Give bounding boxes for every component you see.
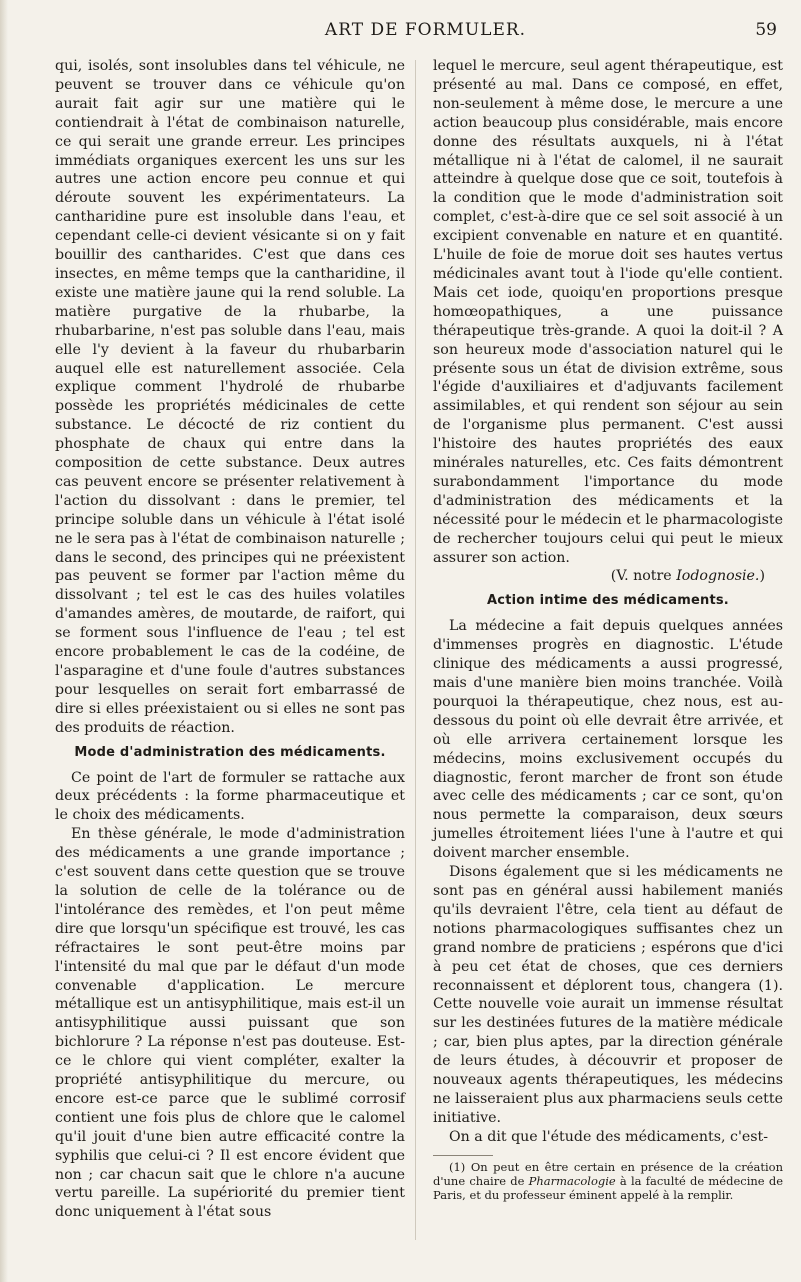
reference-suffix: ) — [759, 568, 765, 585]
page-header — [58, 20, 793, 48]
paragraph: Ce point de l'art de formuler se rattache aux deux précédents : la forme pharmaceutique et le choix des médicaments. — [55, 769, 405, 824]
reference-note — [433, 567, 765, 586]
section-heading-action-intime: Action intime des médicaments. — [487, 593, 729, 609]
page-gutter-shadow — [0, 0, 8, 1282]
column-divider — [415, 60, 416, 1240]
paragraph: lequel le mercure, seul agent thérapeutique, est présenté au mal. Dans ce composé, en effet, non-seulement à même dose, le mercure a une action beaucoup plus considérable, mais encore donne des résultats auxquels, ni à l'état métallique ni à l'état de calomel, il ne saurait atteindre à quelque dose que ce soit, toutefois à la condition que le mode d'administration soit complet, c'est-à-dire que ce sel soit associé à un excipient convenable en nature et en quantité. L'huile de foie de morue doit ses hautes vertus médicinales avant tout à l'iode qu'elle contient. Mais cet iode, quoiqu'en proportions presque homœopathiques, a une puissance thérapeutique très-grande. A quoi la doit-il ? A son heureux mode d'association naturel qui le présente sous un état de division extrême, sous l'égide d'auxiliaires et d'adjuvants facilement assimilables, et qui rendent son séjour au sein de l'organisme plus permanent. C'est aussi l'histoire des hautes propriétés des eaux minérales naturelles, etc. Ces faits démontrent surabondamment l'importance du mode d'administration des médicaments et la nécessité pour le médecin et le pharmacologiste de rechercher toujours celui qui peut le mieux assurer son action. — [433, 58, 783, 566]
right-column — [433, 57, 783, 1202]
page-number: 59 — [755, 20, 777, 40]
running-title: ART DE FORMULER. — [324, 20, 527, 40]
footnote-suffix: à la faculté de médecine de Paris, et du professeur éminent appelé à la remplir. — [433, 1173, 783, 1202]
paragraph: Disons également que si les médicaments ne sont pas en général aussi habilement maniés qu'ils devraient l'être, cela tient au défaut de notions pharmacologiques suffisantes chez un grand nombre de praticiens ; espérons que d'ici à peu cet état de choses, que ces derniers reconnaissent et déplorent tous, changera (1). Cette nouvelle voie aurait un immense résultat sur les destinées futures de la matière médicale ; car, bien plus aptes, par la direction générale de leurs études, à découvrir et proposer de nouveaux agents thérapeutiques, les médecins ne laisseraient plus aux pharmaciens seuls cette initiative. — [433, 864, 783, 1126]
footnote-prefix: (1) On peut en être certain en présence de la création d'une chaire de — [433, 1159, 783, 1188]
section-heading-mode-administration: Mode d'administration des médicaments. — [74, 744, 386, 760]
reference-prefix: (V. notre — [610, 568, 677, 585]
paragraph: On a dit que l'étude des médicaments, c'est- — [449, 1128, 769, 1145]
footnote — [433, 1160, 783, 1202]
paragraph: En thèse générale, le mode d'administration des médicaments a une grande importance ; c'est souvent dans cette question que se trouve la solution de celle de la tolérance ou de l'intolérance des remèdes, et l'on peut même dire que lorsqu'un spécifique est trouvé, les cas réfractaires le sont peut-être moins par l'intensité du mal que par le défaut d'un mode convenable d'application. Le mercure métallique est un antisyphilitique, mais est-il un antisyphilitique aussi puissant que son bichlorure ? La réponse n'est pas douteuse. Est-ce le chlore qui vient compléter, exalter la propriété antisyphilitique du mercure, ou encore est-ce parce que le sublimé corrosif contient une fois plus de chlore que le calomel qu'il jouit d'une bien autre efficacité contre la syphilis que celui-ci ? Il est encore évident que non ; car chacun sait que le chlore n'a aucune vertu pareille. La supériorité du premier tient donc uniquement à l'état sous — [55, 826, 405, 1221]
paragraph: qui, isolés, sont insolubles dans tel véhicule, ne peuvent se trouver dans ce véhicule qu'on aurait fait agir sur une matière qui le contiendrait à l'état de combinaison naturelle, ce qui serait une grande erreur. Les principes immédiats organiques exercent les uns sur les autres une action encore peu connue et qui déroute souvent les expérimentateurs. La cantharidine pure est insoluble dans l'eau, et cependant celle-ci devient vésicante si on y fait bouillir des cantharides. C'est que dans ces insectes, en même temps que la cantharidine, il existe une matière jaune qui la rend soluble. La matière purgative de la rhubarbe, la rhubarbarine, n'est pas soluble dans l'eau, mais elle l'y devient à la faveur du rhubarbarin auquel elle est naturellement associée. Cela explique comment l'hydrolé de rhubarbe possède les propriétés médicinales de cette substance. Le décocté de riz contient du phosphate de chaux qui entre dans la composition de cette substance. Deux autres cas peuvent encore se présenter relativement à l'action du dissolvant : dans le premier, tel principe soluble dans un véhicule à l'état isolé ne le sera pas à l'état de combinaison naturelle ; dans le second, des principes qui ne préexistent pas peuvent se former par l'action même du dissolvant ; tel est le cas des huiles volatiles d'amandes amères, de moutarde, de raifort, qui se forment sous l'influence de l'eau ; tel est encore probablement le cas de la codéine, de l'asparagine et d'une foule d'autres substances pour lesquelles on serait fort embarrassé de dire si elles préexistaient ou si elles ne sont pas des produits de réaction. — [55, 58, 405, 736]
left-column — [55, 57, 405, 1222]
reference-title: Iodognosie. — [676, 568, 760, 585]
footnote-title: Pharmacologie — [528, 1173, 616, 1188]
paragraph: La médecine a fait depuis quelques années d'immenses progrès en diagnostic. L'étude clinique des médicaments a aussi progressé, mais d'une manière bien moins tranchée. Voilà pourquoi la thérapeutique, chez nous, est au-dessous du point où elle devrait être arrivée, et où elle arrivera certainement lorsque les médecins, moins exclusivement occupés du diagnostic, feront marcher de front son étude avec celle des médicaments ; car ce sont, qu'on nous permette la comparaison, deux sœurs jumelles étroitement liées l'une à l'autre et qui doivent marcher ensemble. — [433, 618, 783, 862]
footnote-rule — [433, 1155, 493, 1156]
